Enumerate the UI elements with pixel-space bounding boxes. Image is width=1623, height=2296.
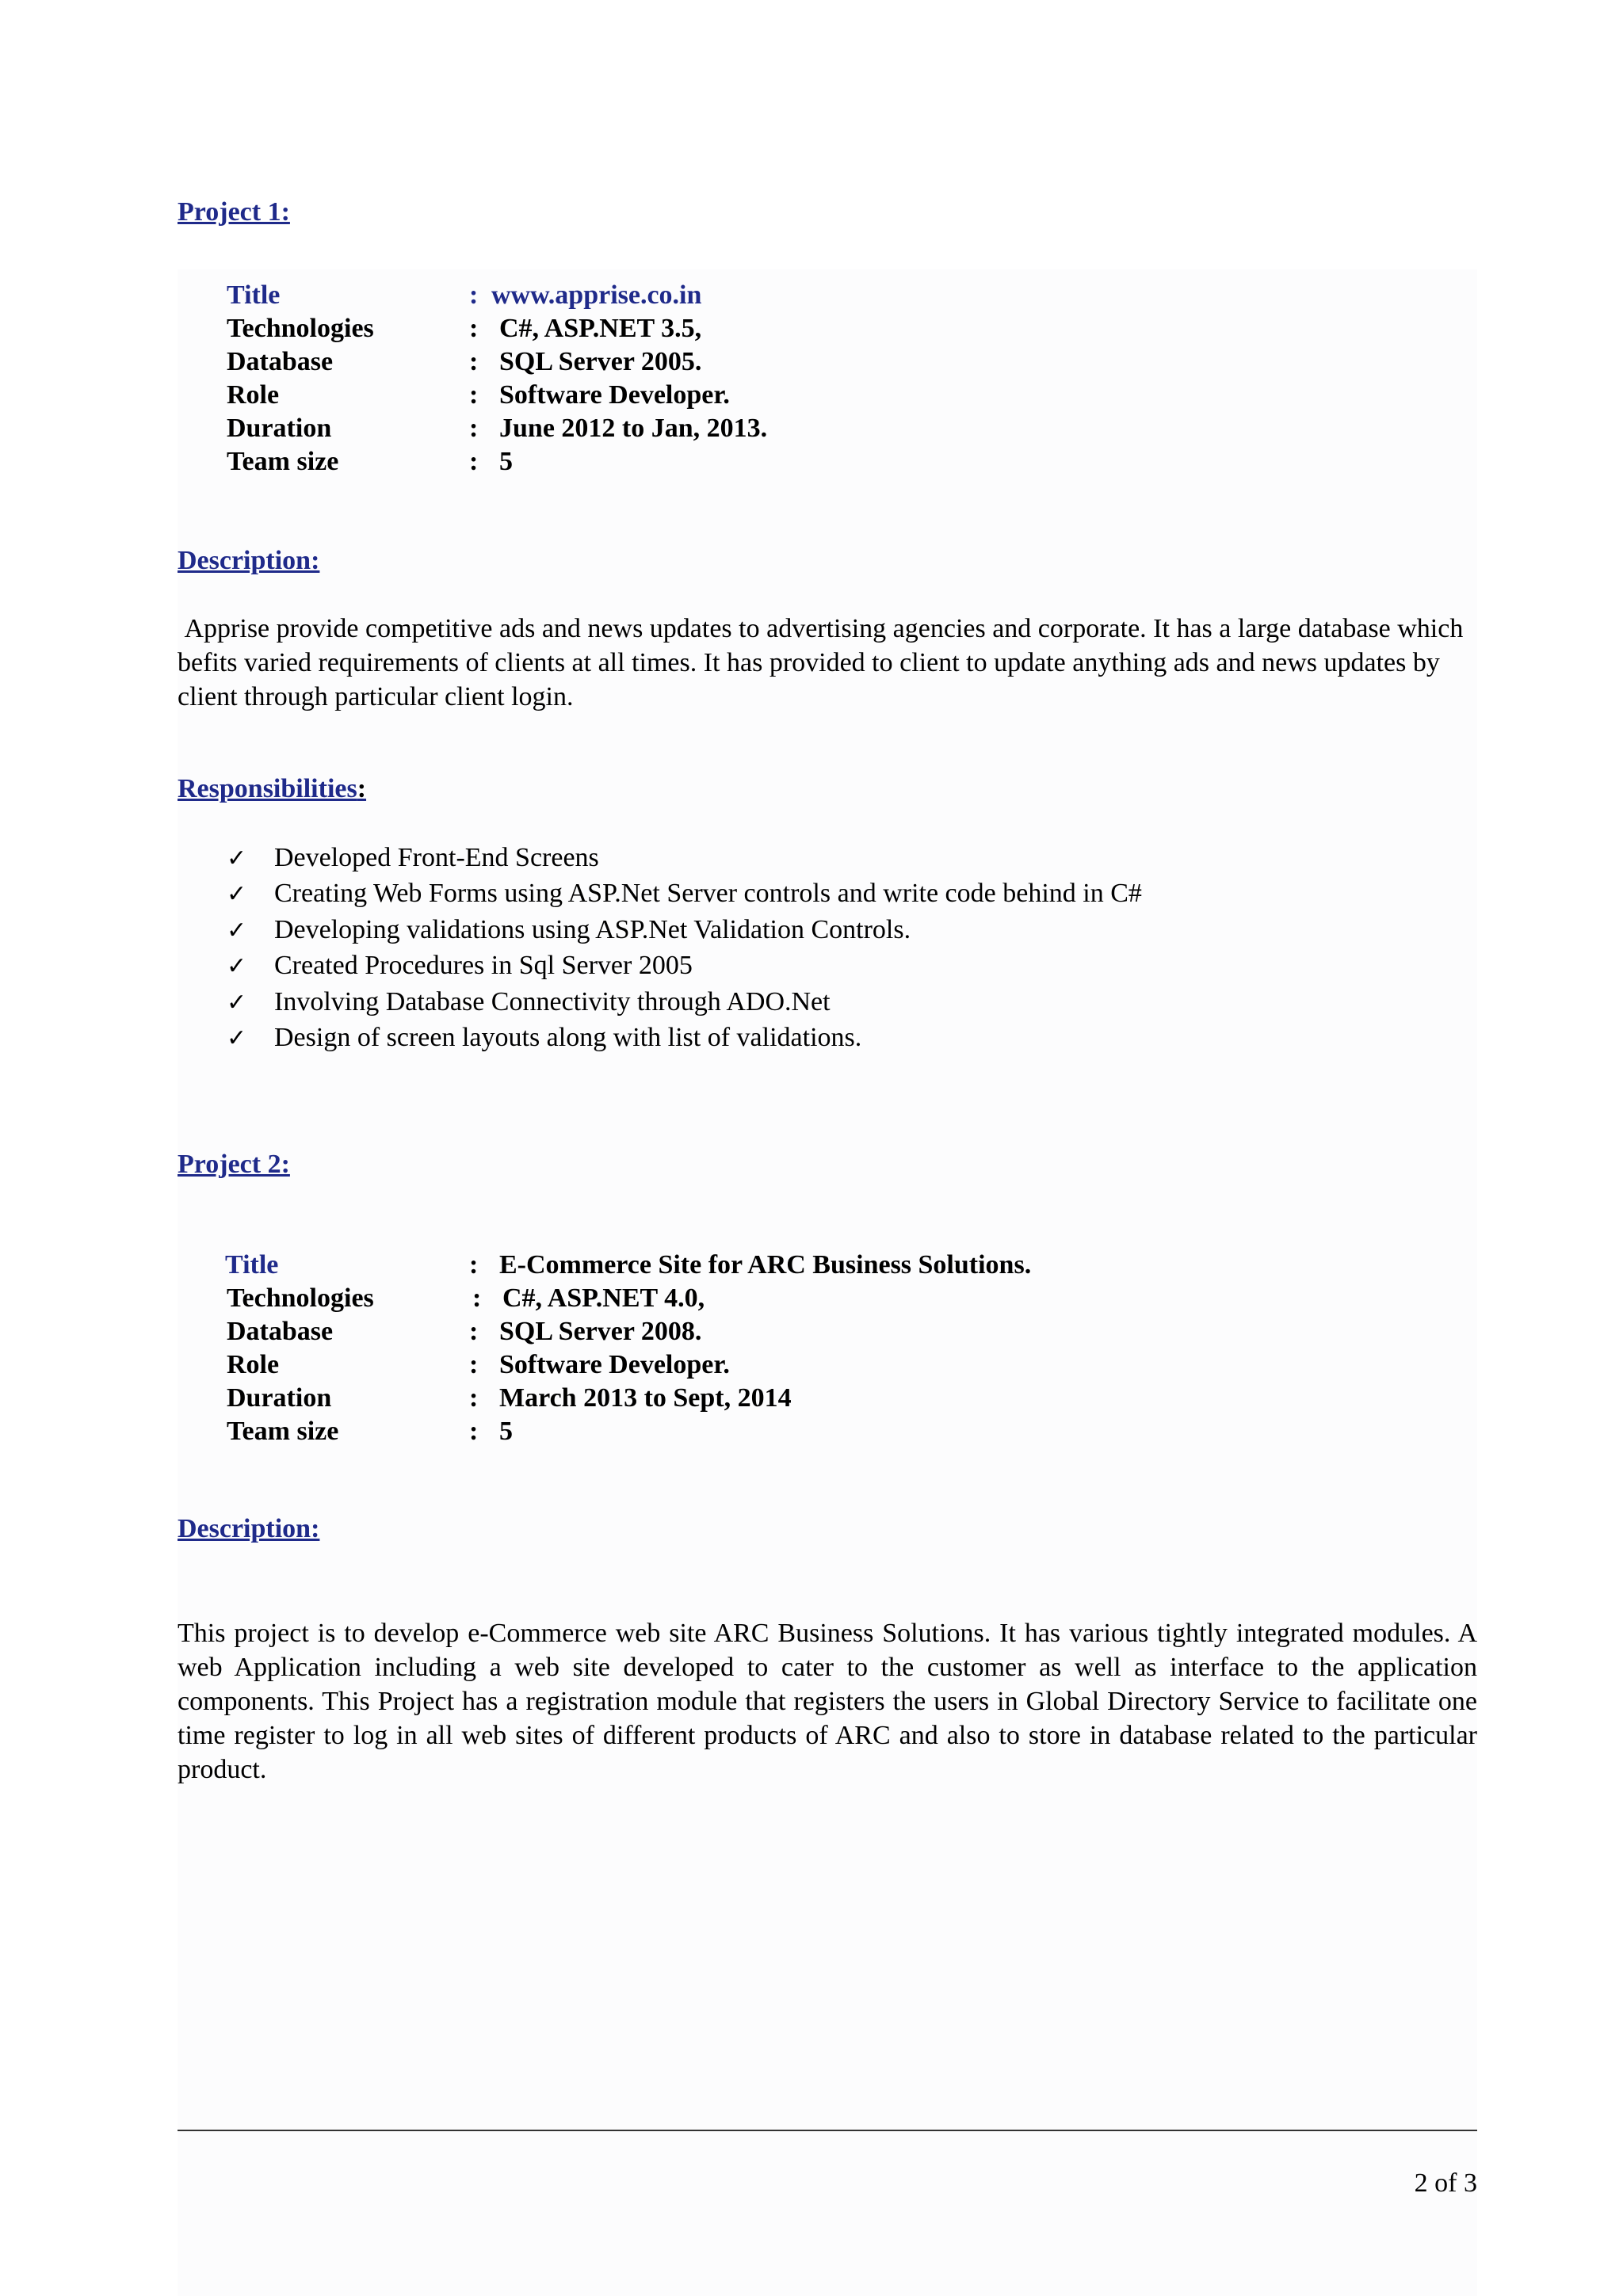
field-label: Duration (227, 1383, 332, 1413)
checkmark-icon: ✓ (227, 1024, 247, 1052)
list-item (227, 948, 1142, 983)
responsibilities-heading (178, 773, 366, 805)
field-value: 5 (499, 447, 513, 476)
field-separator: : (469, 447, 479, 476)
field-value: Software Developer. (499, 380, 730, 410)
list-item-text: Design of screen layouts along with list of validations. (274, 1022, 862, 1052)
field-label: Technologies (227, 314, 374, 343)
field-value: Software Developer. (499, 1350, 730, 1379)
checkmark-icon: ✓ (227, 880, 247, 909)
field-separator: : (472, 1283, 482, 1313)
field-separator: : (469, 1350, 479, 1379)
field-label: Technologies (227, 1283, 374, 1313)
field-value: C#, ASP.NET 3.5, (499, 314, 702, 343)
field-separator: : (469, 1417, 479, 1446)
project2-description: This project is to develop e-Commerce web site ARC Business Solutions. It has various tightly integrated modules. A web Application including a web site developed to cater to the customer as well as interface to the application components. This Project has a registration module that registers the users in Global Directory Service to facilitate one time register to log in all web sites of different products of ARC and also to store in database related to the particular product. (178, 1619, 1477, 1784)
list-item (227, 1020, 1142, 1055)
field-label: Team size (227, 1417, 339, 1446)
field-separator: : (469, 347, 479, 376)
field-value: 5 (499, 1417, 513, 1446)
field-value: June 2012 to Jan, 2013. (499, 414, 768, 443)
responsibilities-heading-text: Responsibilities (178, 774, 357, 803)
field-label: Database (227, 347, 334, 376)
project1-description-heading: Description: (178, 546, 320, 575)
list-item-text: Developing validations using ASP.Net Validation Controls. (274, 914, 911, 944)
page-number: 2 of 3 (1414, 2168, 1477, 2198)
field-value: E-Commerce Site for ARC Business Solutions. (499, 1250, 1032, 1280)
field-label: Team size (227, 447, 339, 476)
list-item-text: Developed Front-End Screens (274, 843, 599, 872)
field-value: SQL Server 2008. (499, 1317, 702, 1346)
field-value: C#, ASP.NET 4.0, (502, 1283, 705, 1313)
field-label: Database (227, 1317, 334, 1346)
field-separator: : (469, 280, 479, 310)
list-item (227, 875, 1142, 911)
field-value: March 2013 to Sept, 2014 (499, 1383, 792, 1413)
project1-heading: Project 1: (178, 197, 290, 227)
field-label: Role (227, 1350, 280, 1379)
project2-heading: Project 2: (178, 1150, 290, 1179)
list-item (227, 840, 1142, 875)
footer-divider (178, 2130, 1477, 2131)
list-item (227, 912, 1142, 948)
checkmark-icon: ✓ (227, 916, 247, 944)
field-separator: : (469, 414, 479, 443)
field-label: Role (227, 380, 280, 410)
checkmark-icon: ✓ (227, 952, 247, 981)
field-label: Title (227, 280, 281, 310)
field-separator: : (469, 380, 479, 410)
checkmark-icon: ✓ (227, 845, 247, 872)
checkmark-icon: ✓ (227, 988, 247, 1016)
responsibilities-heading-colon: : (357, 774, 367, 803)
list-item-text: Created Procedures in Sql Server 2005 (274, 951, 693, 981)
field-separator: : (469, 1317, 479, 1346)
project1-title-link[interactable]: www.apprise.co.in (491, 280, 702, 310)
field-separator: : (469, 1250, 479, 1280)
field-separator: : (469, 314, 479, 343)
field-label: Title (225, 1250, 279, 1280)
list-item (227, 984, 1142, 1020)
project1-description: Apprise provide competitive ads and news updates to advertising agencies and corporate. It has a large database which befits varied requirements of clients at all times. It has provided to client to update anything ads and news updates by client through particular client login. (178, 614, 1470, 711)
list-item-text: Creating Web Forms using ASP.Net Server controls and write code behind in C# (274, 879, 1142, 909)
project2-description-heading: Description: (178, 1514, 320, 1543)
field-value: SQL Server 2005. (499, 347, 702, 376)
field-separator: : (469, 1383, 479, 1413)
responsibilities-list (227, 840, 1142, 1055)
list-item-text: Involving Database Connectivity through ADO.Net (274, 986, 831, 1016)
field-label: Duration (227, 414, 332, 443)
